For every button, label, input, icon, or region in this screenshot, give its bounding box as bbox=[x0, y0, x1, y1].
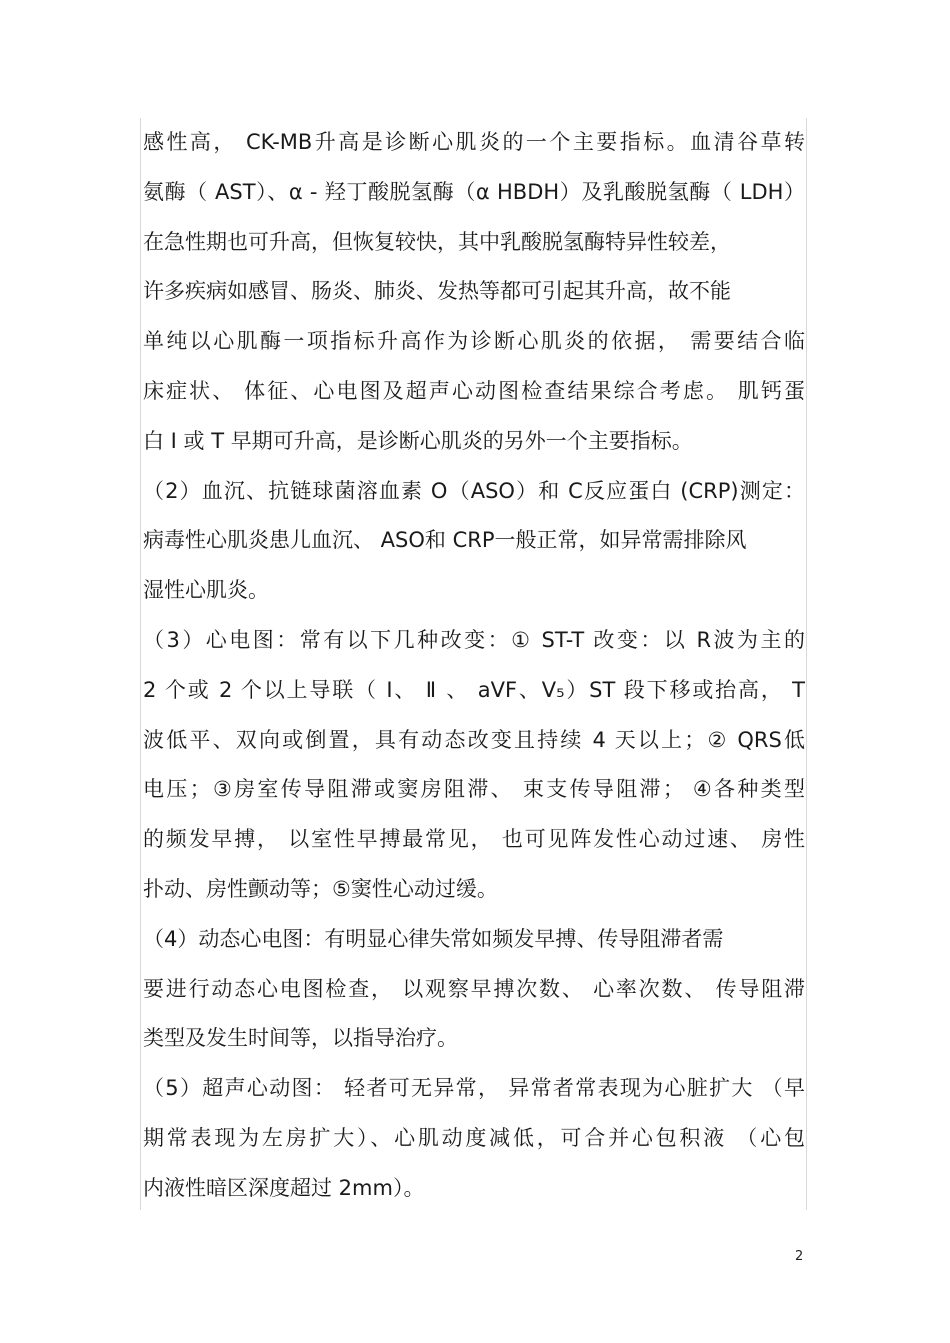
text-line: 病毒性心肌炎患儿血沉、 ASO和 CRP一般正常，如异常需排除风 bbox=[143, 528, 747, 553]
text-line: 许多疾病如感冒、肠炎、肺炎、发热等都可引起其升高，故不能 bbox=[143, 279, 731, 304]
section-heading-line: （4）动态心电图：有明显心律失常如频发早搏、传导阻滞者需 bbox=[143, 926, 724, 951]
text-line: 感性高， CK-MB升高是诊断心肌炎的一个主要指标。血清谷草转 bbox=[143, 130, 805, 154]
text-line: 扑动、房性颤动等；⑤窦性心动过缓。 bbox=[143, 876, 498, 901]
text-line: 的频发早搏， 以室性早搏最常见， 也可见阵发性心动过速、 房性 bbox=[143, 827, 805, 852]
text-line: 单纯以心肌酶一项指标升高作为诊断心肌炎的依据， 需要结合临 bbox=[143, 329, 805, 354]
left-margin-rule bbox=[140, 118, 141, 1210]
text-line: 期常表现为左房扩大）、心肌动度减低，可合并心包积液 （心包 bbox=[143, 1125, 805, 1150]
section-heading-line: （5）超声心动图： 轻者可无异常， 异常者常表现为心脏扩大 （早 bbox=[143, 1076, 805, 1101]
text-line: 在急性期也可升高，但恢复较快，其中乳酸脱氢酶特异性较差， bbox=[143, 229, 731, 254]
text-line: 要进行动态心电图检查， 以观察早搏次数、 心率次数、 传导阻滞 bbox=[143, 976, 805, 1001]
right-margin-rule bbox=[806, 118, 807, 1210]
text-line: 类型及发生时间等，以指导治疗。 bbox=[143, 1026, 458, 1051]
text-line: 2 个或 2 个以上导联（ Ⅰ、 Ⅱ 、 aVF、V₅）ST 段下移或抬高， T bbox=[143, 677, 805, 702]
body-text bbox=[143, 118, 805, 1214]
text-line: 电压；③房室传导阻滞或窦房阻滞、 束支传导阻滞； ④各种类型 bbox=[143, 777, 805, 802]
text-line: 床症状、 体征、心电图及超声心动图检查结果综合考虑。 肌钙蛋 bbox=[143, 378, 805, 403]
text-line: 内液性暗区深度超过 2mm）。 bbox=[143, 1175, 425, 1200]
section-heading-line: （3）心电图：常有以下几种改变：① ST-T 改变：以 R波为主的 bbox=[143, 627, 805, 652]
page-number: 2 bbox=[795, 1249, 804, 1264]
text-line: 氨酶（ AST）、α - 羟丁酸脱氢酶（α HBDH）及乳酸脱氢酶（ LDH） bbox=[143, 179, 805, 204]
text-line: 湿性心肌炎。 bbox=[143, 578, 269, 603]
section-heading-line: （2）血沉、抗链球菌溶血素 O（ASO）和 C反应蛋白 (CRP)测定： bbox=[143, 478, 805, 503]
text-line: 波低平、双向或倒置，具有动态改变且持续 4 天以上；② QRS低 bbox=[143, 727, 805, 752]
text-line: 白 I 或 T 早期可升高，是诊断心肌炎的另外一个主要指标。 bbox=[143, 428, 693, 453]
